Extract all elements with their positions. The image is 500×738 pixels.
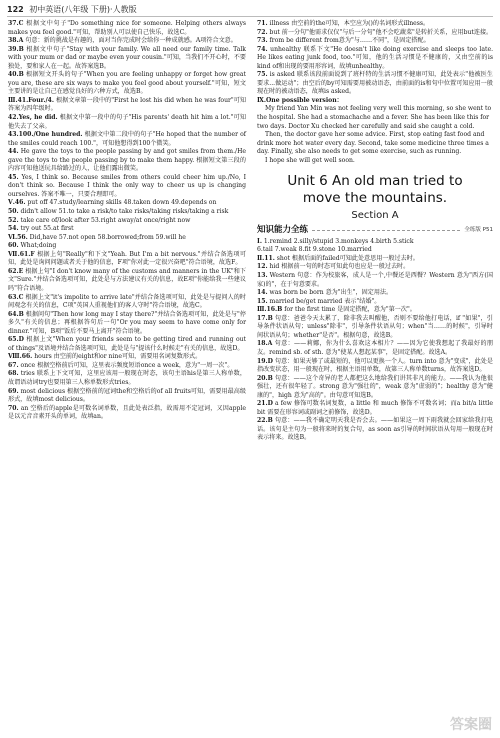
answer-text: 根据问句"Then how long may I stay there?"并结合备选项可知，此处是与"停多久"有关的信息；再根据答句后一句"Or you may seem to have come only for dinner."可知，B项"饭后不要马上离开"符合语境。 — [8, 310, 247, 335]
answer-item — [8, 131, 246, 148]
answer-text: from be different from意为"与……不同"，是固定搭配。 — [269, 37, 430, 45]
answer-text: 句意：——莉娜，你为什么喜欢这本相片？——因为它使我想起了我最好的朋友。remind sb. of sth. 意为"使某人想起某事"，是固定搭配。故选A。 — [257, 340, 494, 356]
answer-item — [257, 298, 493, 307]
answer-number: 73. — [257, 37, 268, 45]
answer-number: 65.D — [8, 336, 24, 344]
answer-number: 37.C — [8, 20, 24, 27]
dashed-rule — [312, 230, 460, 231]
answer-item — [8, 268, 246, 294]
answer-text: 根据上文"it's impolite to arrive late"并结合备选项可知，此处是与提问人的时间观念有关的信息，C项"英国人重视他们的客人守时"符合语境，故选C。 — [8, 293, 246, 310]
answer-number: 20.B — [257, 374, 273, 382]
answer-text: tries 联系上下文可知，这里应该用一般现在时态，该句主语his是第三人称单数，故谓语动词try也要用第三人称单数形式tries。 — [8, 370, 247, 386]
answer-text: 句意：爸爸今天太累了，除非我去叫醒他，否则不要给他打电话，if "如果"，引导条件状语从句；unless"除非"，引导条件状语从句；when"当……的时候"，引导时间状语从句；whether"是否"。根据句意，故选B。 — [257, 314, 494, 339]
answer-text: What;doing — [20, 242, 57, 250]
answer-item — [257, 263, 493, 272]
answer-number: Ⅸ.One possible version： — [257, 96, 343, 104]
answer-text: but 前一分句"他需求仅仅"与后一分句"他不会吃蔬菜"是转折关系，应用but连接。 — [269, 28, 493, 36]
answer-number: 42.Yes, he did. — [8, 114, 58, 122]
essay-paragraph: Then, the doctor gave her some advice. First, stop eating fast food and drink more hot water every day. Second, take some medicine three times a day. Finally, she also needs to get some exercise, such as running. — [257, 131, 489, 156]
answer-text: is asked 联系该段前面说到了班杆特的生活习惯不健康可知，此处表示"他被医生要求...做运动"；由空后的by可知需要用被动语态，由前面的is和句中位置可知应用一般现在时的被动语态，故填is asked。 — [257, 71, 494, 96]
answer-item — [257, 375, 493, 401]
answer-number: 21.D — [257, 400, 273, 408]
answer-item — [8, 336, 246, 353]
answer-text: hours 由空前的eight和or nine可知，需要用名词复数形式。 — [34, 353, 202, 361]
answer-number: 75. — [257, 71, 268, 79]
answer-number: Ⅰ. — [257, 237, 262, 245]
answer-item — [8, 294, 246, 311]
answer-text: He gave the toys to the people passing by and got smiles from them./He gave the toys to the people passing by to make them happy. 根据短文第三段的内容可知他送玩具给路过的人，让他们露出微笑。 — [8, 148, 246, 173]
answer-number: 19.D — [257, 357, 273, 365]
answer-text: an 空格后的apple是可数名词单数，且此处表泛指，故需用不定冠词，又因apple是以元音音素开头的单词，故填an。 — [8, 404, 246, 421]
answer-text: 根据文中句子"Stay with your family. We all need our family time. Talk with your mum or dad or maybe even your cousin."可知，当我们不开心时，不要独处，要和家人在一起。故答案选B。 — [8, 45, 246, 70]
left-column — [8, 20, 246, 422]
answer-item — [8, 114, 246, 131]
answer-number: 50. — [8, 208, 19, 216]
answer-item — [8, 46, 246, 72]
answer-text: 句意：新的挑战是有趣的，面对当你完成时会给你一种成就感。A项符合文意。 — [25, 37, 237, 45]
answer-number: 45. — [8, 173, 19, 181]
answer-text: married be/get married 表示"结婚"。 — [269, 297, 381, 305]
answer-text: most delicious 根据空格前的冠词the和空格后的of all fruits可知，需要用最高级形式，故填most delicious。 — [8, 387, 247, 404]
essay-paragraph: I hope she will get well soon. — [265, 156, 355, 164]
book-title: 初中英语(八年级 下册)·人教版 — [29, 5, 137, 14]
answer-item — [8, 388, 246, 405]
answer-text: for the first time 是固定搭配，意为"第一次"。 — [284, 306, 416, 314]
answer-number: 54. — [8, 225, 19, 233]
practice-label: 知识能力全练 — [257, 225, 309, 236]
answer-number: Ⅲ.41.Four./4. — [8, 96, 55, 104]
answer-number: 60. — [8, 242, 19, 250]
answer-item — [8, 97, 246, 114]
answer-number: 22.B — [257, 417, 273, 425]
answer-item — [257, 315, 493, 341]
answer-number: 70. — [8, 404, 19, 412]
answer-item — [257, 400, 493, 417]
answer-item — [257, 29, 493, 38]
answer-item — [257, 46, 493, 72]
answer-number: 71. — [257, 20, 268, 27]
answer-number: Ⅵ.56. — [8, 233, 28, 241]
answer-number: 15. — [257, 297, 268, 305]
answer-item — [257, 20, 493, 29]
answer-item — [8, 208, 246, 217]
answer-text: 根据上句"Really"和下文"Yeah. But I'm a bit nervous."并结合备选项可知，此处是询问问题或者关于他的信息，F项"你对此一定很兴奋吧"符合语境，故选F。 — [8, 250, 246, 267]
answer-number: 64.B — [8, 310, 24, 318]
answer-text: 句意：如果天够了或最短的，他可以更换一个人。turn into 意为"变成"，此处是指改变状态，用一般现在时，根据主语用单数，故第三人称单数turns，故答案选D。 — [257, 357, 494, 374]
answer-item — [8, 217, 246, 226]
answer-number: 44. — [8, 148, 19, 156]
model-essay — [257, 105, 493, 165]
answer-text: once 根据空格前后可知，这里表示频度短语once a week，意为"一周一次"。 — [20, 361, 234, 369]
answer-item — [257, 272, 493, 289]
answer-item — [257, 340, 493, 357]
answer-item — [8, 242, 246, 251]
answer-text: 根据文中第一段中的句子"His parents' death hit him a lot."可知他失去了父亲。 — [8, 114, 246, 130]
answer-text: shot 根据后面的failed可知此处意思用一般过去时。 — [276, 254, 419, 262]
answer-text: 根据上句"I don't know many of the customs and manners in the UK"和下文"Sure."并结合备选项可知，此处是与方法建议有关的信息，故E项"你能给我一些建议吗"符合语境。 — [8, 267, 246, 292]
answer-number: 52. — [8, 216, 19, 224]
answer-text: put off 47.study/learning skills 48.taken down 49.depends on — [27, 199, 217, 207]
answer-number: 69. — [8, 387, 19, 395]
knowledge-practice-bar — [257, 226, 493, 235]
answer-item — [257, 358, 493, 375]
answer-number: 62.E — [8, 267, 24, 275]
answer-text: didn't allow 51.to take a risk/to take risks/taking risks/taking a risk — [20, 208, 229, 216]
answer-text: 1.remind 2.silly/stupid 3.monkeys 4.birth 5.stick — [263, 237, 414, 245]
answer-number: 18.A — [257, 340, 273, 348]
answer-text: 句意：——这个奇异的老人都把这么地给我们讲其非凡的能力。——我认为他很强壮，还有很年轻了。strong 意为"强壮的"，weak 意为"虚弱的"；healthy 意为"健康的"，high 意为"高的"。由句意可知选B。 — [257, 374, 494, 399]
answer-number: 40.B — [8, 71, 24, 79]
answer-item — [8, 71, 246, 97]
unit-title — [257, 173, 493, 207]
answer-text: 根据短文开头的句子"When you are feeling unhappy or forget how great you are, these are six ways to make you feel good about yourself."可知，短文主要讲的是让自己在感觉良好的六种方式，故选B。 — [8, 71, 246, 96]
header-divider — [7, 16, 493, 17]
answer-number: 17.B — [257, 314, 273, 322]
answer-text: was born be born 意为"出生"，固定用法。 — [269, 289, 393, 297]
answer-number: 74. — [257, 45, 268, 53]
answer-text: illness 由空前的the可知，本空应为()的名词形式illness。 — [269, 20, 430, 27]
answer-item — [257, 306, 493, 315]
answer-number: 72. — [257, 28, 268, 36]
page-number: 122 — [7, 5, 24, 14]
answer-text: 句意：——我不确定明天我是否会去。——如果这一周下雨我就会回家给我打电话。该句是主句为一般将来时的复合句，as soon as引导的时间状语从句用一般现在时表示将来。故选B。 — [257, 417, 494, 442]
answer-number: 14. — [257, 289, 268, 297]
unit-title-line2: move the mountains. — [302, 190, 448, 207]
answer-number: 13. — [257, 272, 268, 280]
answer-item — [257, 71, 493, 97]
answer-number: 12. — [257, 263, 268, 271]
answer-text: hid 根据前一句的时态可知此句也应是一般过去时。 — [269, 263, 410, 271]
watermark-logo: 答案圈 — [450, 717, 492, 733]
answer-item — [8, 20, 246, 37]
answer-text: 根据文中第二段中的句子"He hoped that the number of the smiles could reach 100."，可知他想得到100个微笑。 — [8, 131, 246, 147]
answer-item — [257, 417, 493, 443]
answer-number: 39.B — [8, 45, 24, 53]
answer-item — [8, 174, 246, 200]
answer-text: try out 55.at first — [20, 225, 74, 233]
answer-item — [257, 97, 493, 106]
answer-text: Did,have 57.not open 58.borrowed;from 59.will he — [29, 233, 186, 241]
right-column — [257, 20, 493, 443]
answer-number: 43.100./One hundred. — [8, 131, 83, 139]
answer-item — [257, 246, 493, 255]
answer-number: 63.C — [8, 293, 24, 301]
answer-text: take care of/look after 53.right away/at once/right now — [20, 216, 191, 224]
answer-item — [8, 405, 246, 422]
answer-number: Ⅷ.66. — [8, 353, 33, 361]
answer-item — [8, 353, 246, 362]
answer-text: 6.tail 7.weak 8.fit 9.stone 10.married — [257, 246, 372, 254]
answer-number: Ⅴ.46. — [8, 199, 26, 207]
answer-number: 68. — [8, 370, 19, 378]
answer-text: a few 修饰可数名词复数，a little 和 much 修饰不可数名词；而a bit/a little bit 需要在形容词或副词之前修饰，故选D。 — [257, 400, 493, 416]
answer-item — [8, 234, 246, 243]
answer-item — [8, 148, 246, 174]
answer-item — [8, 370, 246, 387]
essay-paragraph: My friend Yan Min was not feeling very well this morning, so she went to the hospital. She had a stomachache and a fever. She has been like this for two days. Doctor Xu checked her carefully and said she caught a cold. — [257, 105, 492, 130]
unit-title-line1: Unit 6 An old man tried to — [287, 173, 463, 190]
answer-number: 38.A — [8, 37, 24, 45]
page-header — [7, 4, 137, 15]
answer-text: 根据文中句子"Do something nice for someone. Helping others always makes you feel good."可知，帮助别人可以使自己快乐，故选C。 — [8, 20, 247, 36]
answer-number: Ⅲ.16.B — [257, 306, 283, 314]
answer-text: 根据文章第一段中的"First he lost his did when he was four"可知答案为四年级时。 — [8, 96, 246, 113]
answer-item — [8, 251, 246, 268]
answer-item — [257, 289, 493, 298]
answer-number: Ⅶ.61.F — [8, 250, 35, 258]
answer-text: 根据上文"When your friends seem to be getting tired and running out of things"及语境并结合备选项可知，此处是与"提该什么时候走"有关的信息，故选D。 — [8, 336, 246, 352]
practice-page-ref: 全练版 P51 — [464, 227, 493, 234]
right-bottom-answers — [257, 238, 493, 443]
answer-text: Yes, I think so. Because smiles from others could cheer him up./No, I don't think so. Because I think the only way to cheer us up is changing ourselves. 答案不唯一，只要合理即可。 — [8, 173, 246, 198]
answer-text: unhealthy 联系下文"He doesn't like doing exercise and sleeps too late. He likes eating junk food, too."可知，他的生活习惯是不健康的，又由空前的is kind of和出现的要用形容词，故填unhealthy。 — [257, 45, 494, 70]
section-title: Section A — [351, 210, 399, 222]
answer-number: Ⅱ.11. — [257, 254, 275, 262]
answer-item — [8, 37, 246, 46]
right-top-answers — [257, 20, 493, 105]
answer-item — [8, 225, 246, 234]
answer-item — [8, 311, 246, 337]
answer-item — [8, 199, 246, 208]
answer-item — [257, 238, 493, 247]
answer-item — [257, 37, 493, 46]
answer-text: Western 句意：作为校旅客，成人是一个,中餐还是西餐？Western 意为"西方(国家)的"，在于句意要求。 — [257, 272, 493, 288]
answer-number: 67. — [8, 361, 19, 369]
